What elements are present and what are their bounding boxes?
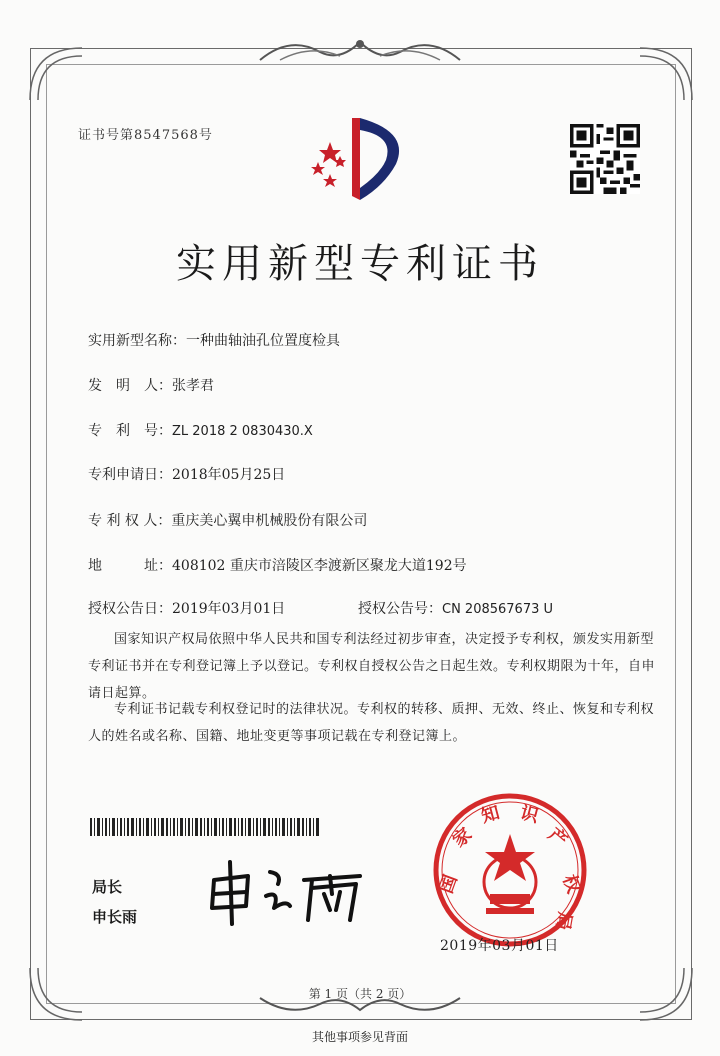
field-label: 地 址：	[88, 558, 172, 574]
corner-ornament-top-left	[26, 44, 86, 104]
certificate-number: 证书号第8547568号	[78, 128, 213, 143]
certificate-paragraph-1: 国家知识产权局依照中华人民共和国专利法经过初步审查，决定授予专利权，颁发实用新型专利证书并在专利登记簿上予以登记。专利权自授权公告之日起生效。专利权期限为十年，自申请日起算。	[88, 632, 656, 701]
director-name: 申长雨	[92, 908, 138, 926]
patent-office-logo	[300, 112, 420, 204]
field-label: 专 利 权 人：	[88, 513, 172, 529]
field-label: 专 利 号：	[88, 423, 172, 439]
page-number: 第 1 页（共 2 页）	[308, 987, 412, 1001]
field-inventor	[88, 375, 214, 395]
director-title: 局长	[92, 878, 123, 896]
field-utility-model-name	[88, 330, 340, 350]
svg-text:知: 知	[479, 802, 502, 828]
seal-date: 2019年03月01日	[440, 938, 559, 954]
top-ornament	[250, 30, 470, 70]
field-patent-number	[88, 420, 313, 440]
field-value: 重庆美心翼申机械股份有限公司	[171, 513, 368, 529]
svg-text:权: 权	[558, 872, 585, 897]
field-value: 张孝君	[172, 378, 214, 394]
official-seal	[430, 790, 590, 950]
director-signature	[200, 850, 370, 930]
field-application-date	[88, 464, 285, 484]
field-patentee	[88, 510, 367, 530]
field-label: 授权公告号：	[358, 601, 442, 617]
svg-text:家: 家	[448, 823, 477, 852]
barcode	[90, 818, 320, 836]
certificate-title: 实用新型专利证书	[176, 241, 544, 287]
qr-code	[570, 124, 640, 194]
field-value: ZL 2018 2 0830430.X	[172, 424, 313, 439]
svg-text:产: 产	[543, 823, 572, 852]
field-label: 发 明 人：	[88, 378, 172, 394]
field-value: CN 208567673 U	[442, 602, 554, 617]
field-label: 授权公告日：	[88, 601, 172, 617]
field-value: 408102 重庆市涪陵区李渡新区聚龙大道192号	[172, 558, 467, 574]
field-label: 专利申请日：	[88, 467, 172, 483]
field-value: 一种曲轴油孔位置度检具	[186, 333, 340, 349]
svg-text:国: 国	[435, 872, 462, 897]
certificate-paragraph-2: 专利证书记载专利权登记时的法律状况。专利权的转移、质押、无效、终止、恢复和专利权人的姓名或名称、国籍、地址变更等事项记载在专利登记簿上。	[88, 702, 655, 744]
field-label: 实用新型名称：	[88, 333, 186, 349]
svg-text:局: 局	[551, 910, 576, 932]
corner-ornament-top-right	[636, 44, 696, 104]
field-grant-announcement-number	[358, 598, 553, 618]
field-value: 2019年03月01日	[172, 601, 286, 617]
field-value: 2018年05月25日	[172, 467, 286, 483]
field-grant-announcement-date	[88, 598, 285, 618]
footer-note: 其他事项参见背面	[311, 1030, 408, 1044]
field-address	[88, 555, 467, 575]
svg-text:识: 识	[518, 802, 541, 828]
